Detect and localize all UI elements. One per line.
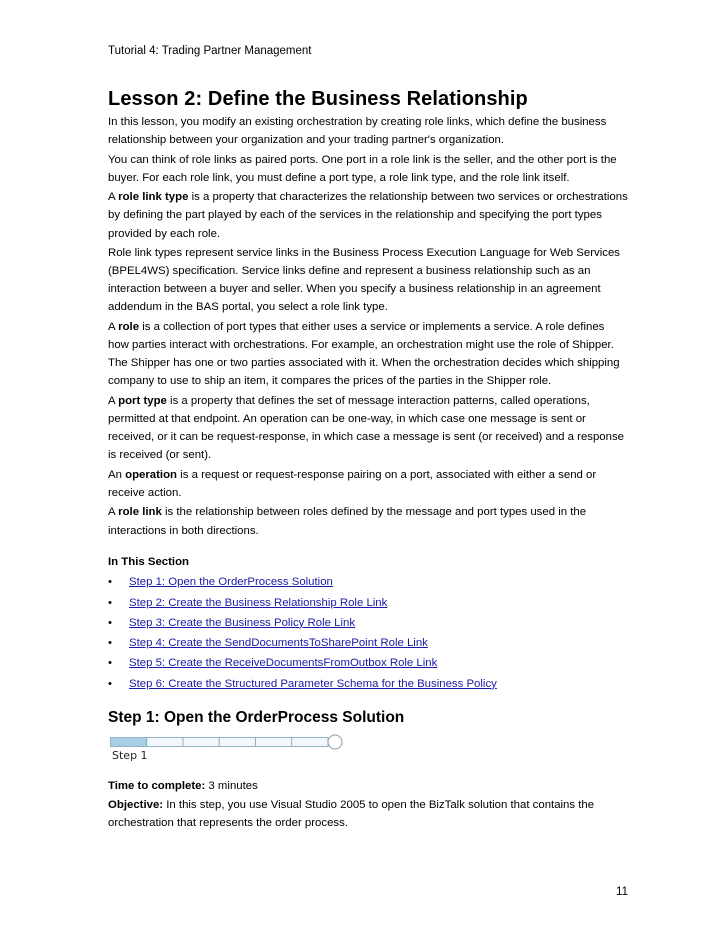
role-link-type-paragraph: A role link type is a property that characterizes the relationship between two services or orchestrations by defining the part played by each of the services in the relationship and specifying the port types provided by each role. (108, 191, 628, 240)
in-this-section-heading: In This Section (108, 555, 190, 568)
time-to-complete: Time to complete: 3 minutes (108, 780, 258, 792)
step-4-link[interactable]: Step 4: Create the SendDocumentsToSharePoint Role Link (129, 637, 428, 650)
lesson-body (108, 113, 628, 694)
progress-segment (292, 738, 328, 747)
step-1-title: Step 1: Open the OrderProcess Solution (108, 709, 405, 726)
step-3-link[interactable]: Step 3: Create the Business Policy Role Link (129, 616, 356, 629)
progress-segment (256, 738, 292, 747)
progress-segment (183, 738, 219, 747)
running-header: Tutorial 4: Trading Partner Management (108, 45, 312, 57)
term-role: role (118, 321, 140, 334)
step-2-link[interactable]: Step 2: Create the Business Relationship Role Link (129, 596, 388, 609)
term-port-type: port type (118, 394, 167, 407)
progress-segment (147, 738, 183, 747)
intro-paragraph: In this lesson, you modify an existing orchestration by creating role links, which define the business relationship between your organization and your trading partner's organization. (108, 116, 607, 147)
list-item (108, 613, 628, 633)
operation-paragraph: An operation is a request or request-response pairing on a port, associated with either a send or receive action. (108, 468, 597, 499)
progress-segment (111, 738, 147, 747)
list-item (108, 653, 628, 673)
page-number: 11 (616, 886, 628, 898)
bullet-icon: • (108, 616, 112, 629)
progress-end-marker (328, 735, 342, 749)
bullet-icon: • (108, 576, 112, 589)
term-operation: operation (125, 468, 178, 481)
list-item (108, 633, 628, 653)
step-progress-label: Step 1 (112, 749, 148, 762)
paired-ports-paragraph: You can think of role links as paired ports. One port in a role link is the seller, and the other port is the buyer. For each role link, you must define a port type, a role link type, and the role link itself. (108, 153, 617, 184)
role-link-paragraph: A role link is the relationship between roles defined by the message and port types used in the interactions in both directions. (108, 506, 587, 537)
bpel-paragraph: Role link types represent service links in the Business Process Execution Language for Web Services (BPEL4WS) specification. Service links define and represent a business relationship such as an interaction between a buyer and seller. When you specify a business relationship in an agreement addendum in the BAS portal, you select a role link type. (108, 247, 620, 314)
bullet-icon: • (108, 677, 112, 690)
section-link-list (108, 572, 628, 694)
progress-segment (219, 738, 255, 747)
term-role-link-type: role link type (118, 191, 189, 204)
step-5-link[interactable]: Step 5: Create the ReceiveDocumentsFromOutbox Role Link (129, 657, 438, 670)
port-type-paragraph: A port type is a property that defines the set of message interaction patterns, called operations, permitted at that endpoint. An operation can be one-way, in which case one message is sent or received, or it can be request-response, in which case a message is sent (or received) and a response is received (or sent). (108, 394, 625, 462)
term-role-link: role link (118, 506, 162, 519)
step-1-link[interactable]: Step 1: Open the OrderProcess Solution (129, 576, 333, 589)
step-1-details (108, 777, 628, 833)
step-6-link[interactable]: Step 6: Create the Structured Parameter Schema for the Business Policy (129, 677, 497, 690)
list-item (108, 572, 628, 592)
lesson-title: Lesson 2: Define the Business Relationship (108, 88, 528, 110)
list-item (108, 674, 628, 694)
bullet-icon: • (108, 637, 112, 650)
list-item (108, 593, 628, 613)
objective: Objective: In this step, you use Visual Studio 2005 to open the BizTalk solution that contains the orchestration that represents the order process. (108, 799, 595, 830)
role-paragraph: A role is a collection of port types that either uses a service or implements a service. A role defines how parties interact with orchestrations. For example, an orchestration might use the role of Shipper. The Shipper has one or two parties associated with it. When the orchestration decides which shipping company to use to ship an item, it compares the prices of the parties in the Shipper role. (108, 321, 620, 388)
bullet-icon: • (108, 657, 112, 670)
bullet-icon: • (108, 596, 112, 609)
